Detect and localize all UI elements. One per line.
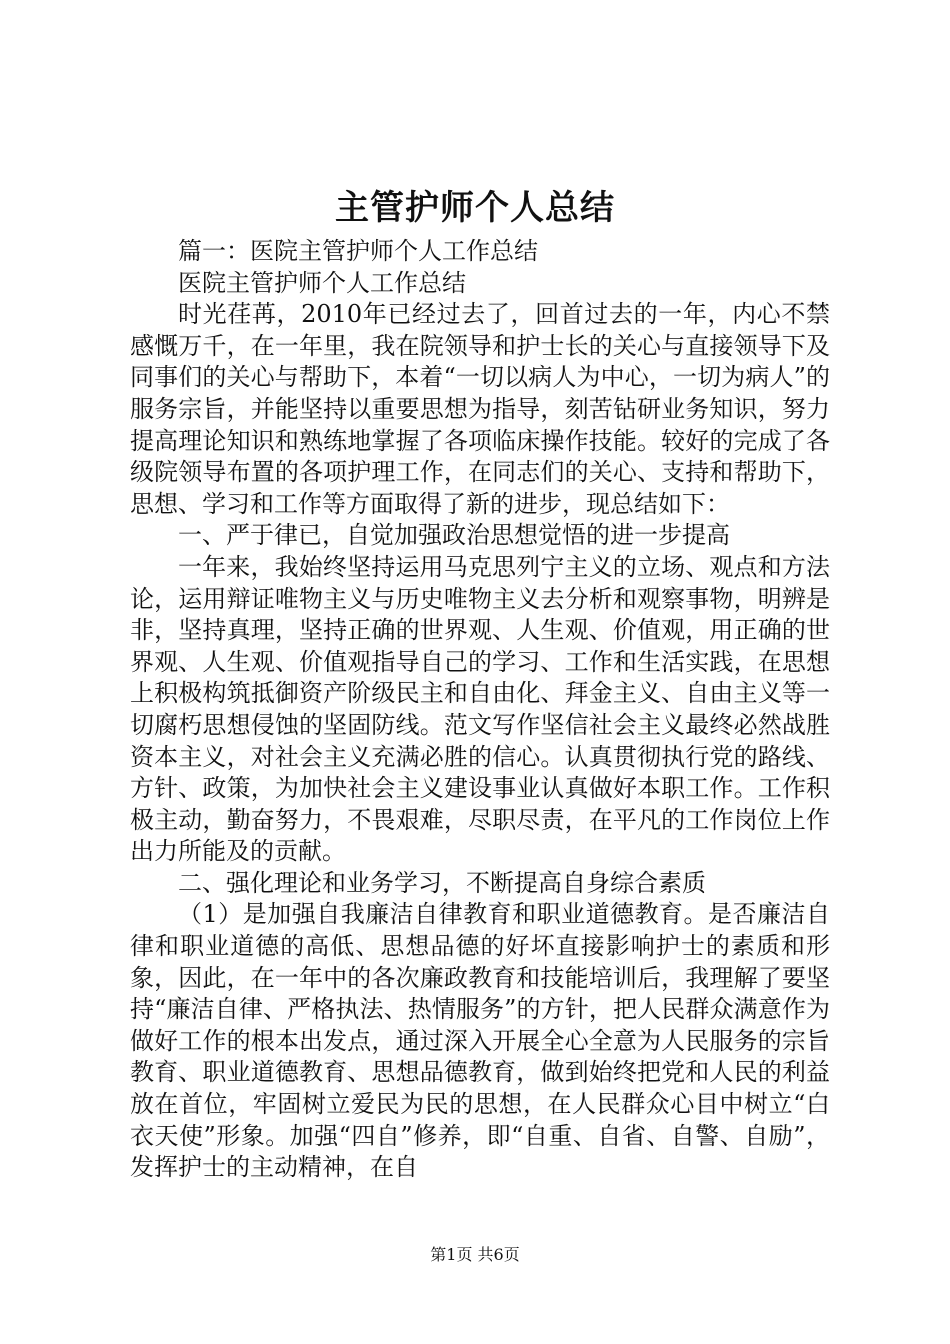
body-paragraph: 时光荏苒，2010年已经过去了，回首过去的一年，内心不禁感慨万千，在一年里，我在院领导和护士长的关心与直接领导下及同事们的关心与帮助下，本着“一切以病人为中心，一切为病人”的服务宗旨，并能坚持以重要思想为指导，刻苦钻研业务知识，努力提高理论知识和熟练地掌握了各项临床操作技能。较好的完成了各级院领导布置的各项护理工作，在同志们的关心、支持和帮助下，思想、学习和工作等方面取得了新的进步，现总结如下： [130,300,830,518]
body-paragraph: （1）是加强自我廉洁自律教育和职业道德教育。是否廉洁自律和职业道德的高低、思想品德的好坏直接影响护士的素质和形象，因此，在一年中的各次廉政教育和技能培训后，我理解了要坚持“廉洁自律、严格执法、热情服务”的方针，把人民群众满意作为做好工作的根本出发点，通过深入开展全心全意为人民服务的宗旨教育、职业道德教育、思想品德教育，做到始终把党和人民的利益放在首位，牢固树立爱民为民的思想，在人民群众心目中树立“白衣天使”形象。加强“四自”修养，即“自重、自省、自警、自励”，发挥护士的主动精神，在自 [130,900,830,1182]
page-footer: 第1页 共6页 [430,1245,520,1264]
section-heading: 二、强化理论和业务学习，不断提高自身综合素质 [178,868,706,897]
document-body [130,236,830,1184]
document-title: 主管护师个人总结 [335,188,615,228]
subtitle: 医院主管护师个人工作总结 [178,268,466,297]
section-heading: 篇一：医院主管护师个人工作总结 [178,237,538,265]
body-paragraph: 一年来，我始终坚持运用马克思列宁主义的立场、观点和方法论，运用辩证唯物主义与历史唯物主义去分析和观察事物，明辨是非，坚持真理，坚持正确的世界观、人生观、价值观，用正确的世界观、人生观、价值观指导自己的学习、工作和生活实践，在思想上积极构筑抵御资产阶级民主和自由化、拜金主义、自由主义等一切腐朽思想侵蚀的坚固防线。范文写作坚信社会主义最终必然战胜资本主义，对社会主义充满必胜的信心。认真贯彻执行党的路线、方针、政策，为加快社会主义建设事业认真做好本职工作。工作积极主动，勤奋努力，不畏艰难，尽职尽责，在平凡的工作岗位上作出力所能及的贡献。 [130,552,830,866]
section-heading: 一、严于律已，自觉加强政治思想觉悟的进一步提高 [178,521,730,550]
